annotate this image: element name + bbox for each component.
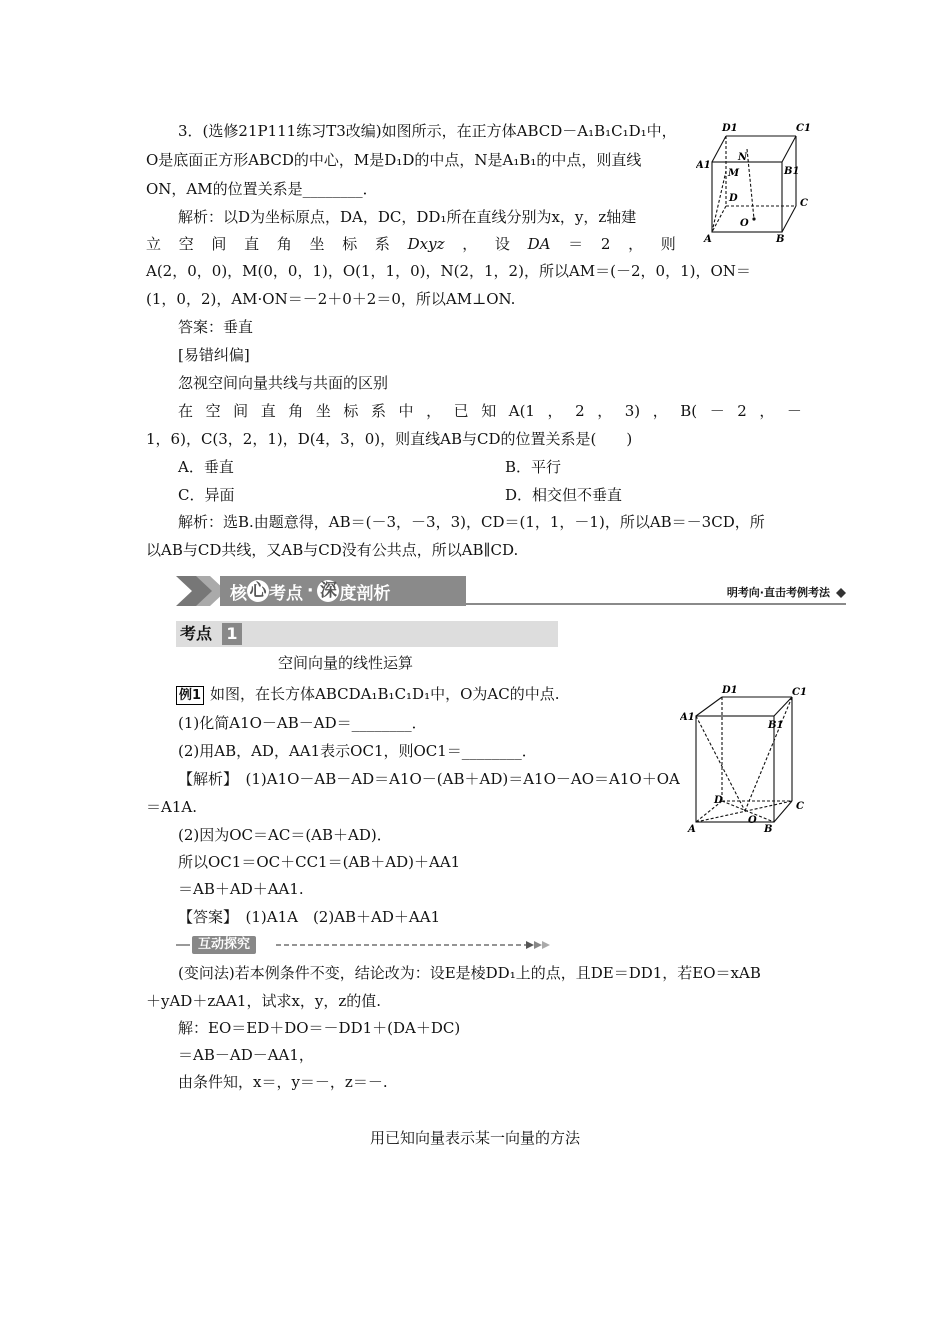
option-d: D．相交但不垂直 (505, 486, 623, 504)
diamond-icon (836, 588, 846, 598)
hudong-line1: (变问法)若本例条件不变，结论改为：设E是棱DD₁上的点，且DE＝DD1，若EO＝xAB (178, 964, 761, 982)
q3-jiexi-line3: A(2，0，0)，M(0，0，1)，O(1，1，0)，N(2，1，2)，所以AM＝(－2，0，1)，ON＝ (146, 262, 751, 280)
example-jiexi4: 所以OC1＝OC＋CC1＝(AB＋AD)＋AA1 (178, 853, 461, 871)
option-a: A．垂直 (178, 458, 234, 476)
hudong-sol3: 由条件知，x＝，y＝－，z＝－. (178, 1073, 388, 1091)
example-jiexi5: ＝AB＋AD＋AA1. (178, 880, 304, 898)
example-answer: 【答案】 (1)A1A (2)AB＋AD＋AA1 (178, 908, 441, 926)
yicuo-question-line1: 在 空 间 直 角 坐 标 系 中 ， 已 知 A(1 ， 2 ， 3) ， B( － 2 ， － (178, 402, 802, 420)
example-q1: (1)化简A1O－AB－AD＝________． (178, 714, 427, 732)
box-label: O (748, 815, 757, 826)
yicuo-jiexi-line2: 以AB与CD共线，又AB与CD没有公共点，所以AB∥CD. (146, 541, 519, 559)
q3-line1: 3．(选修21P111练习T3改编)如图所示，在正方体ABCD－A₁B₁C₁D₁中， (178, 122, 677, 140)
cube-label: D1 (722, 123, 738, 134)
cube-label: A1 (696, 160, 711, 171)
box-label: A (688, 824, 696, 835)
q3-answer: 答案：垂直 (178, 318, 254, 336)
example-q2: (2)用AB，AD，AA1表示OC1，则OC1＝________． (178, 742, 537, 760)
section-banner (176, 574, 846, 608)
circled-char: 深 (317, 580, 339, 602)
cube-label: O (740, 218, 749, 229)
example-jiexi1: 【解析】 (1)A1O－AB－AD＝A1O－(AB＋AD)＝A1O－AO＝A1O＋OA (178, 770, 680, 788)
box-figure (680, 683, 812, 835)
cube-label: B1 (784, 166, 800, 177)
cube-label: D (729, 193, 738, 204)
box-label: B (764, 824, 773, 835)
example-jiexi3: (2)因为OC＝AC＝(AB＋AD)． (178, 826, 392, 844)
cube-label: B (776, 234, 785, 245)
hudong-sol2: ＝AB－AD－AA1， (178, 1046, 314, 1064)
box-label: C1 (792, 687, 807, 698)
box-label: D1 (722, 685, 738, 696)
q3-line3: ON，AM的位置关系是________． (146, 180, 378, 198)
hudong-line2: ＋yAD＋zAA1，试求x，y，z的值. (146, 992, 382, 1010)
box-label: C (796, 801, 804, 812)
kaodian-label: 考点 (180, 624, 213, 643)
q3-jiexi-line4: (1，0，2)，AM·ON＝－2＋0＋2＝0，所以AM⊥ON. (146, 290, 516, 308)
q3-jiexi-line1: 解析：以D为坐标原点，DA，DC，DD₁所在直线分别为x，y，z轴建 (178, 208, 637, 226)
example-line1: 例1 如图，在长方体ABCDA₁B₁C₁D₁中，O为AC的中点. (176, 683, 559, 705)
cube-label: C1 (796, 123, 811, 134)
circled-char: 心 (247, 580, 269, 602)
hudong-divider (176, 936, 558, 956)
box-label: A1 (680, 712, 695, 723)
cube-label: N (738, 152, 748, 163)
yicuo-question-line2: 1，6)，C(3，2，1)，D(4，3，0)，则直线AB与CD的位置关系是( ) (146, 430, 633, 448)
banner-subtitle: 明考向·直击考例考法 (726, 586, 830, 599)
box-label: B1 (768, 720, 784, 731)
yicuo-jiexi-line1: 解析：选B.由题意得，AB＝(－3，－3，3)，CD＝(1，1，－1)，所以AB＝－3CD，所 (178, 513, 765, 531)
hudong-label: 互动探究 (192, 936, 256, 954)
example-jiexi2: ＝A1A. (146, 798, 197, 816)
option-c: C．异面 (178, 486, 235, 504)
cube-figure (696, 118, 816, 248)
method-heading: 用已知向量表示某一向量的方法 (369, 1129, 580, 1147)
cube-label: M (728, 168, 740, 179)
q3-jiexi-line2: 立 空 间 直 角 坐 标 系 Dxyz ， 设 DA ＝ 2 ， 则 (146, 235, 676, 253)
yicuo-title: 忽视空间向量共线与共面的区别 (178, 374, 389, 392)
banner-title: 核 心 考 点 · 深 度 剖 析 (230, 581, 391, 604)
cube-label: C (800, 198, 808, 209)
yicuo-tag: [易错纠偏] (178, 346, 250, 364)
kaodian-number: 1 (222, 623, 242, 645)
kaodian-title: 空间向量的线性运算 (278, 654, 414, 672)
example-tag: 例1 (176, 686, 204, 705)
hudong-sol1: 解：EO＝ED＋DO＝－DD1＋(DA＋DC) (178, 1019, 461, 1037)
cube-label: A (704, 234, 712, 245)
q3-line2: O是底面正方形ABCD的中心，M是D₁D的中点，N是A₁B₁的中点，则直线 (146, 151, 642, 169)
kaodian-bar (176, 621, 558, 647)
box-label: D (714, 795, 723, 806)
option-b: B．平行 (505, 458, 562, 476)
